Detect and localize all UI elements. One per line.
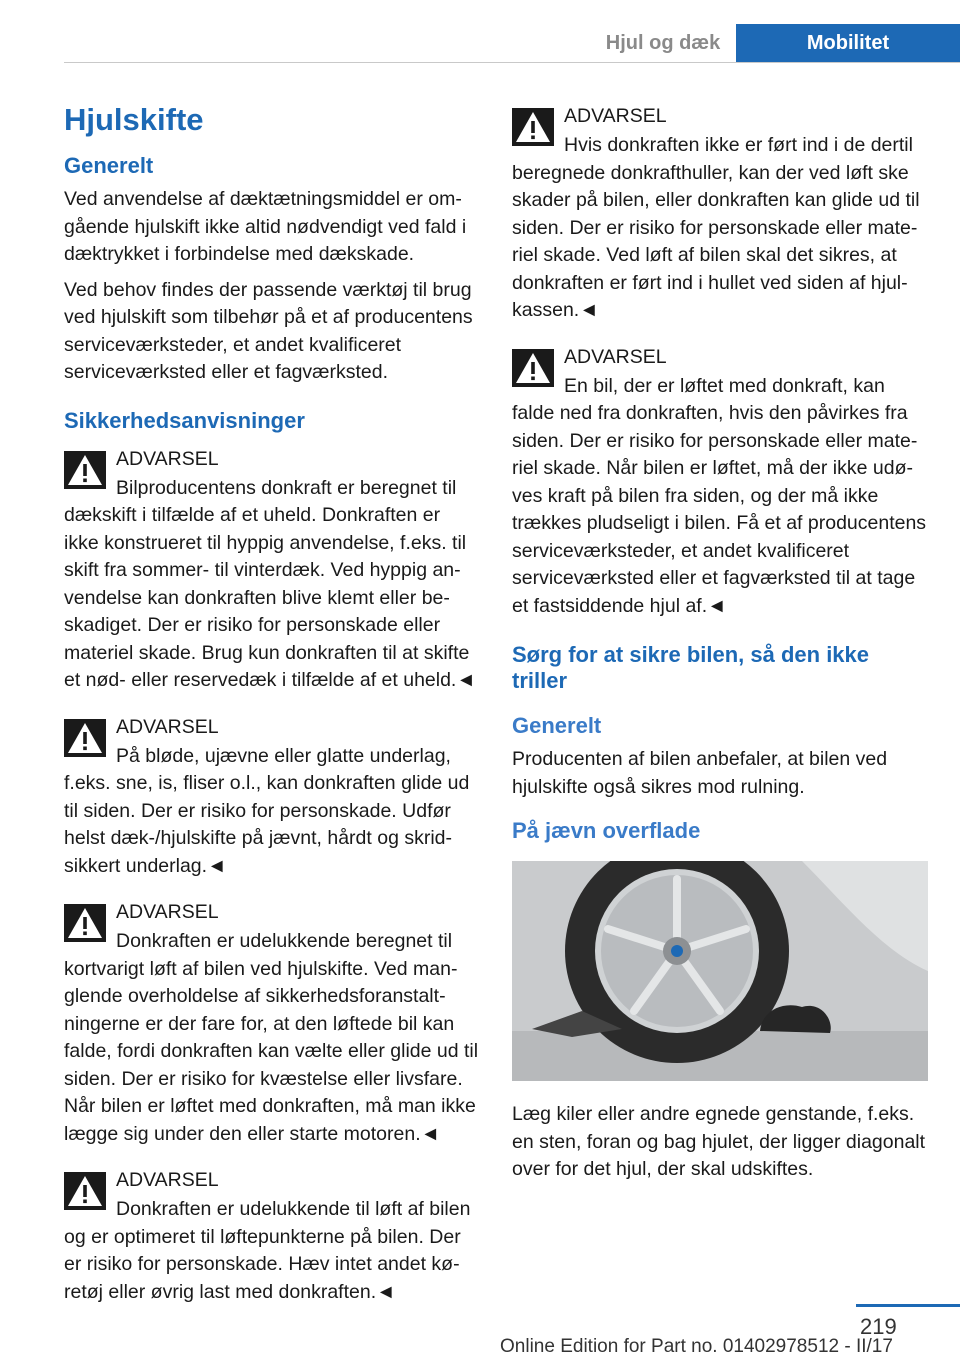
warning-block [512,102,928,325]
footer-accent-line [856,1304,960,1307]
warning-text: f.eks. sne, is, fliser o.l., kan donkraften glide ud til siden. Der er risiko for personskade. Udfør helst dæk-/hjulskifte på jævnt, hårdt og skridsikkert underlag.◄ [64,772,470,877]
warning-label: ADVARSEL [116,447,219,470]
warning-first-line: Bilproducentens donkraft er beregnet til [116,476,457,499]
warning-first-line: Donkraften er udelukkende beregnet til [116,930,453,952]
warning-triangle-icon [512,347,564,391]
warning-block [64,713,480,881]
warning-text: falde ned fra donkraften, hvis den påvirkes fra siden. Der er risiko for personskade eller materiel skade. Når bilen er løftet, må der ikke udøves kraft på bilen fra siden, og der må ikke trækkes pludseligt i bilen. Få et af producentens serviceværksteder, et andet kvalificeret serviceværksted eller et fagværksted til at tage et fastsiddende hjul af.◄ [512,402,927,617]
warning-text: dækskift i tilfælde af et uheld. Donkraften er ikke konstrueret til hyppig anvendelse, f.eks. til skift fra sommer- til vinterdæk. Ved hyppig anvendelse kan donkraften blive klemt eller beskadiget. Der er risiko for personskade eller materiel skade. Brug kun donkraften til at skifte et nød- eller reservedæk i tilfælde af et uheld.◄ [64,504,476,691]
warning-triangle-icon [64,1170,116,1214]
warning-label: ADVARSEL [564,105,667,127]
header-section-tab[interactable]: Hjul og dæk [590,24,736,62]
warning-block [64,1166,480,1306]
warning-triangle-icon [64,717,116,761]
general-heading-right: Generelt [512,713,602,738]
general-heading: Generelt [64,153,154,178]
warning-first-line: På bløde, ujævne eller glatte underlag, [116,744,451,767]
warning-label: ADVARSEL [116,901,219,923]
warning-first-line: Donkraften er udelukkende til løft af bilen [116,1198,471,1220]
warning-block [64,445,480,695]
warning-text: og er optimeret til løftepunkterne på bilen. Der er risiko for personskade. Hæv intet andet køretøj eller øvrig last med donkraften.◄ [64,1225,461,1303]
warning-text: kortvarigt løft af bilen ved hjulskifte. Ved manglende overholdelse af sikkerhedsforanstaltningerne er der fare for, at den løftede bil kan falde, fordi donkraften kan vælte eller glide ud til siden. Der er risiko for kvæstelse eller livsfare. Når bilen er løftet med donkraften, må man ikke lægge sig under den eller starte motoren.◄ [64,957,479,1145]
general-paragraph-1: Ved anvendelse af dæktætningsmiddel er omgående hjulskift ikke altid nødvendigt ved fald i dæktrykket i forbindelse med dækskade. [64,188,467,265]
warning-label: ADVARSEL [564,345,667,368]
edition-note: Online Edition for Part no. 01402978512 - II/17 [500,1336,893,1357]
safety-heading: Sikkerhedsanvisninger [64,407,305,433]
warning-first-line: Hvis donkraften ikke er ført ind i de dertil [564,134,913,156]
warning-triangle-icon [512,106,564,150]
left-column [64,96,480,1324]
warning-label: ADVARSEL [116,715,219,738]
warning-label: ADVARSEL [116,1169,219,1191]
warning-block [512,343,928,621]
general-paragraph-right: Producenten af bilen anbefaler, at bilen ved hjulskifte også sikres mod rulning. [512,748,888,798]
right-column [512,102,928,1192]
header-chapter-tab[interactable]: Mobilitet [736,24,960,62]
header-divider [64,62,960,63]
wheel-chock-photo [512,861,928,1081]
warning-triangle-icon [64,449,116,493]
page-title: Hjulskifte [64,102,204,137]
general-paragraph-2: Ved behov findes der passende værktøj til brug ved hjulskift som tilbehør på et af producentens serviceværksteder, et andet kvalificeret serviceværksted eller et fagværksted. [64,278,473,383]
warning-block [64,898,480,1148]
warning-first-line: En bil, der er løftet med donkraft, kan [564,374,885,397]
flat-surface-paragraph: Læg kiler eller andre egnede genstande, f.eks. en sten, foran og bag hjulet, der ligger diagonalt over for det hjul, der skal udskiftes. [512,1103,926,1180]
warning-text: beregnede donkrafthuller, kan der ved løft ske skader på bilen, eller donkraften kan glide ud til siden. Der er risiko for personskade eller materiel skade. Ved løft af bilen skal det sikres, at donkraften er ført ind i hullet ved siden af hjulkassen.◄ [512,161,920,321]
flat-surface-heading: På jævn overflade [512,818,701,843]
page-number: 219 [860,1314,897,1339]
secure-heading: Sørg for at sikre bilen, så den ikke triller [512,642,870,693]
warning-triangle-icon [64,902,116,946]
